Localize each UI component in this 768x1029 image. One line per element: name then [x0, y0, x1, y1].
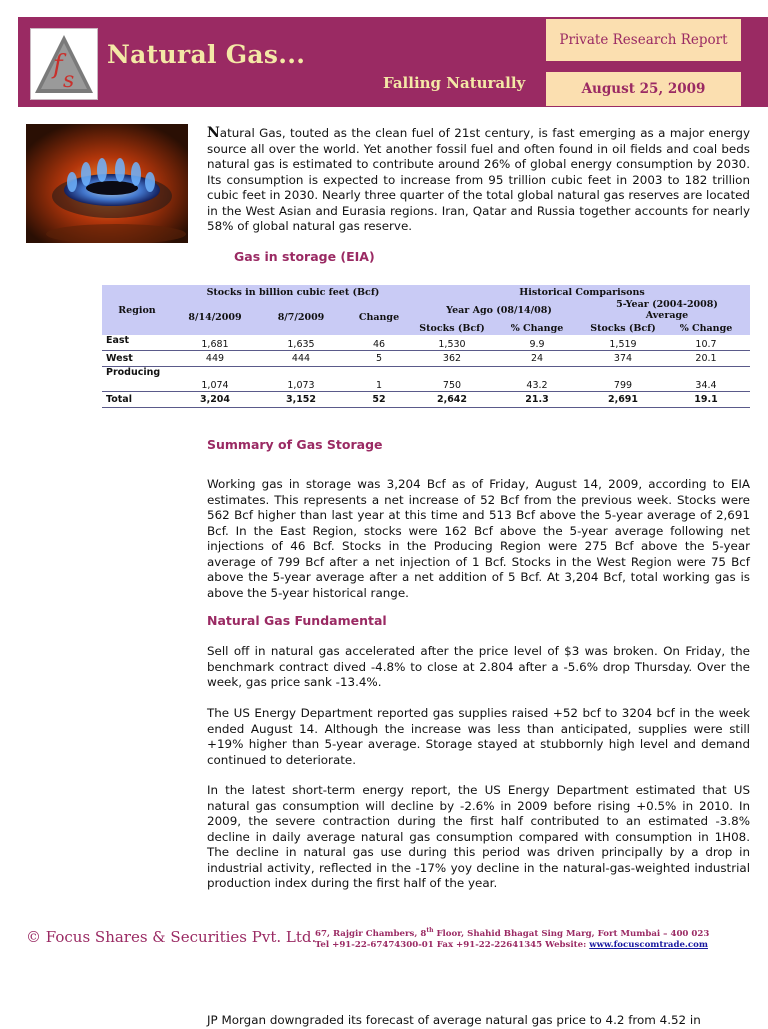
- footer-company-name: © Focus Shares & Securities Pvt. Ltd.: [26, 928, 317, 946]
- header-year-ago: Year Ago (08/14/08): [414, 299, 584, 321]
- fundamental-heading: Natural Gas Fundamental: [207, 613, 387, 628]
- header-historical: Historical Comparisons: [414, 285, 750, 299]
- header-change: Change: [344, 299, 414, 335]
- table-row: East 1,681 1,635 46 1,530 9.9 1,519 10.7: [102, 335, 750, 351]
- header-date2: 8/7/2009: [258, 299, 344, 335]
- gas-storage-table: [102, 285, 750, 408]
- company-logo: [30, 28, 98, 100]
- header-stocks-group: Stocks in billion cubic feet (Bcf): [172, 285, 414, 299]
- intro-dropcap: N: [207, 125, 220, 141]
- header-five-year: 5-Year (2004-2008) Average: [584, 299, 750, 321]
- table-row: Producing 1,074 1,073 1 750 43.2 799 34.4: [106, 367, 717, 391]
- website-link[interactable]: www.focuscomtrade.com: [589, 939, 708, 950]
- header-date1: 8/14/2009: [172, 299, 258, 335]
- summary-heading: Summary of Gas Storage: [207, 437, 383, 452]
- header-stocks-bcf: Stocks (Bcf): [414, 321, 490, 335]
- report-title: Natural Gas...: [107, 40, 306, 69]
- fundamental-paragraph-3: In the latest short-term energy report, the US Energy Department estimated that US natural gas consumption will decline by -2.6% in 2009 before rising +0.5% in 2010. In 2009, the severe contraction during the first half contributed to an estimated -3.8% decline in daily average natural gas consumption compared with consumption in 1H08. The decline in natural gas use during this period was driven principally by a drop in industrial activity, reflected in the -17% yoy decline in the natural-gas-weighted industrial production index during the first half of the year.: [207, 783, 750, 890]
- svg-text:s: s: [63, 68, 75, 93]
- footer-address: 67, Rajgir Chambers, 8th Floor, Shahid Bhagat Sing Marg, Fort Mumbai – 400 023 Tel +91-22-67474300-01 Fax +91-22-22641345 Website: www.focuscomtrade.com: [315, 927, 710, 950]
- next-page-paragraph: JP Morgan downgraded its forecast of average natural gas price to 4.2 from 4.52 in: [207, 1013, 701, 1027]
- header-pct-change: % Change: [490, 321, 584, 335]
- report-type-badge: Private Research Report: [546, 19, 741, 61]
- report-subtitle: Falling Naturally: [383, 74, 526, 92]
- header-pct-change: % Change: [662, 321, 750, 335]
- intro-paragraph: [207, 126, 750, 235]
- gas-flame-image: [26, 124, 188, 243]
- table-title: Gas in storage (EIA): [234, 249, 375, 264]
- report-date-badge: August 25, 2009: [546, 72, 741, 106]
- fundamental-paragraph-2: The US Energy Department reported gas supplies raised +52 bcf to 3204 bcf in the week ended August 14. Although the increase was less than anticipated, supplies were still +19% higher than 5-year average. Storage stayed at stubbornly high level and demand continued to deteriorate.: [207, 706, 750, 767]
- summary-paragraph: Working gas in storage was 3,204 Bcf as of Friday, August 14, 2009, according to EIA estimates. This represents a net increase of 52 Bcf from the previous week. Stocks were 562 Bcf higher than last year at this time and 513 Bcf above the 5-year average of 2,691 Bcf. In the East Region, stocks were 162 Bcf above the 5-year average following net injections of 46 Bcf. Stocks in the Producing Region were 275 Bcf above the 5-year average of 799 Bcf after a net injection of 1 Bcf. Stocks in the West Region were 75 Bcf above the 5-year average after a net addition of 5 Bcf. At 3,204 Bcf, total working gas is above the 5-year historical range.: [207, 477, 750, 600]
- fundamental-paragraph-1: Sell off in natural gas accelerated after the price level of $3 was broken. On Friday, the benchmark contract dived -4.8% to close at 2.804 after a -5.6% drop Thursday. Over the week, gas price sank -13.4%.: [207, 644, 750, 689]
- header-region: Region: [102, 285, 172, 335]
- table-row: West 449 444 5 362 24 374 20.1: [102, 351, 750, 367]
- intro-text: atural Gas, touted as the clean fuel of 21st century, is fast emerging as a major energy source all over the world. Yet another fossil fuel and often found in oil fields and coal beds natural gas is estimated to contribute around 26% of global energy consumption by 2030. Its consumption is expected to increase from 95 trillion cubic feet in 2003 to 182 trillion cubic feet in 2030. Nearly three quarter of the total global natural gas reserves are located in the West Asian and Eurasia regions. Iran, Qatar and Russia together accounts for nearly 58% of global natural gas reserve.: [207, 126, 750, 233]
- header-stocks-bcf: Stocks (Bcf): [584, 321, 662, 335]
- table-total-row: Total 3,204 3,152 52 2,642 21.3 2,691 19.1: [102, 392, 750, 408]
- svg-text:f: f: [53, 50, 63, 80]
